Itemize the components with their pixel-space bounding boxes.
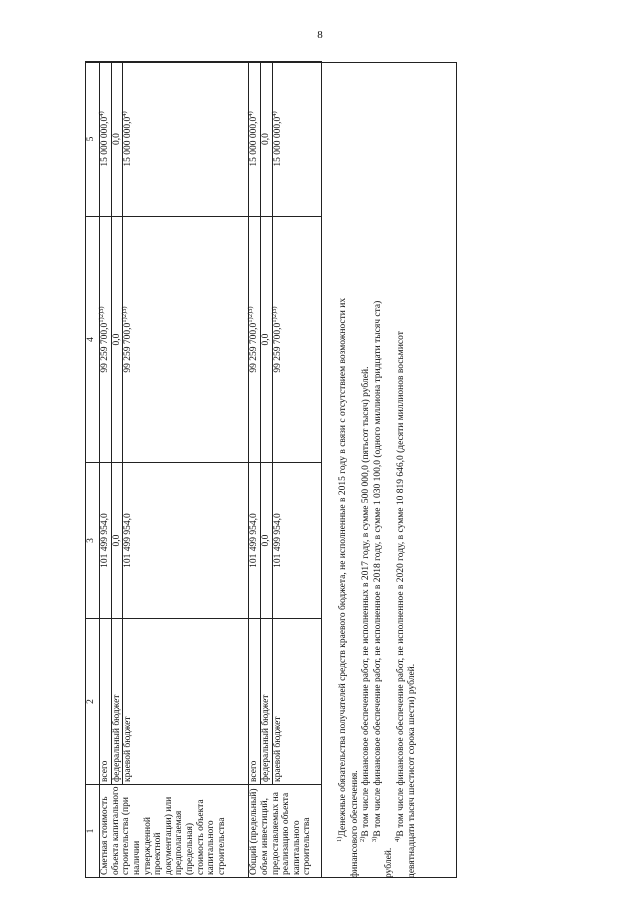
- name-line: Общий (предельный): [249, 788, 260, 875]
- name-line: стоимость объекта: [195, 799, 206, 875]
- source-cell: федеральный бюджет: [260, 619, 272, 785]
- table-row: [249, 62, 261, 878]
- table-row: [111, 62, 123, 878]
- value-cell: 101 499 954,0: [272, 463, 321, 619]
- financing-table: [85, 61, 322, 878]
- value-cell: 101 499 954,0: [100, 463, 112, 619]
- value-cell: [123, 62, 249, 217]
- row-name-cell: [249, 785, 321, 878]
- source-cell: краевой бюджет: [123, 619, 249, 785]
- footnote-ref: 4): [247, 111, 255, 117]
- footnote-ref: 1)2)3): [247, 306, 255, 323]
- header-cell: 2: [86, 619, 100, 785]
- source-cell: федеральный бюджет: [111, 619, 123, 785]
- value-cell: [97, 62, 112, 217]
- header-row: [86, 62, 100, 878]
- table-row: [100, 62, 112, 878]
- footnote-ref: 1)2)3): [121, 306, 129, 323]
- value-text: 99 259 700,0: [272, 322, 283, 373]
- footnote-3-cont: рублей.: [384, 847, 395, 878]
- value-text: 15 000 000,0: [123, 116, 134, 167]
- value-cell: [97, 217, 112, 463]
- table-row: [260, 62, 272, 878]
- footnote-mark: 2): [359, 836, 366, 842]
- name-line: строительства: [302, 817, 313, 875]
- table-row: [272, 62, 321, 878]
- value-cell: 101 499 954,0: [249, 463, 261, 619]
- name-line: Сметная стоимость: [100, 796, 110, 875]
- name-line: наличии: [131, 840, 142, 875]
- footnote-text: В том числе финансовое обеспечение работ, не исполненное в 2018 году, в сумме 1 030 100,0 (одного миллиона тридцати тысяч ста): [372, 300, 383, 837]
- source-cell: всего: [100, 619, 112, 785]
- header-cell: 5: [86, 62, 100, 217]
- footnote-text: Денежные обязательства получателей средств краевого бюджета, не исполненные в 2015 году в связи с отсутствием возможности их: [338, 297, 348, 837]
- value-cell: 0,0: [111, 217, 123, 463]
- name-line: (предельная): [185, 822, 195, 875]
- value-cell: 0,0: [260, 463, 272, 619]
- value-cell: [272, 62, 321, 217]
- footnote-mark: 3): [370, 836, 378, 842]
- row-name-cell: [100, 785, 249, 878]
- source-cell: краевой бюджет: [272, 619, 321, 785]
- footnotes: [335, 62, 419, 878]
- value-cell: [249, 217, 261, 463]
- value-text: 15 000 000,0: [249, 116, 260, 167]
- footnote-ref: 4): [270, 111, 278, 117]
- name-line: капитального: [206, 820, 217, 875]
- footnote-ref: 4): [121, 111, 129, 117]
- header-cell: 1: [86, 785, 100, 878]
- footnote-text: В том числе финансовое обеспечение работ, не исполненное в 2020 году, в сумме 10 819 646,0 (десяти миллионов восьмисот: [395, 331, 406, 837]
- value-cell: 0,0: [111, 62, 123, 217]
- name-line: утвержденной: [142, 817, 153, 875]
- name-line: проектной: [153, 832, 164, 875]
- name-line: объем инвестиций,: [259, 798, 270, 875]
- name-line: реализацию объекта: [281, 792, 292, 875]
- value-text: 99 259 700,0: [100, 322, 110, 373]
- value-cell: 0,0: [260, 217, 272, 463]
- name-line: предоставляемых на: [270, 792, 281, 875]
- footnote-4-cont: девятнадцати тысяч шестисот сорока шести) рублей.: [407, 663, 418, 878]
- footnote-ref: 1)2)3): [270, 306, 278, 323]
- value-cell: 101 499 954,0: [123, 463, 249, 619]
- value-cell: [249, 62, 261, 217]
- value-text: 15 000 000,0: [100, 116, 110, 167]
- footnote-ref: 4): [97, 111, 105, 117]
- page-number: 8: [317, 29, 323, 41]
- name-line: предполагаемая: [174, 810, 185, 875]
- footnote-ref: 1)2)3): [97, 306, 105, 323]
- value-text: 99 259 700,0: [249, 322, 260, 373]
- name-line: строительства (при: [121, 797, 132, 875]
- name-line: капитального: [291, 820, 302, 875]
- footnote-1-cont: финансового обеспечения.: [349, 770, 360, 878]
- footnote-mark: 1): [335, 836, 343, 842]
- rotated-content: [85, 62, 457, 878]
- footnote-mark: 4): [393, 836, 401, 842]
- table-row: [123, 62, 249, 878]
- footnote-1: [335, 62, 350, 878]
- footnote-2: [361, 62, 373, 878]
- value-text: 15 000 000,0: [272, 116, 283, 167]
- header-cell: 3: [86, 463, 100, 619]
- value-cell: [123, 217, 249, 463]
- footnote-text: В том числе финансовое обеспечение работ, не исполненных в 2017 году, в сумме 500 000,0 (пятьсот тысяч) рублей.: [361, 366, 372, 837]
- name-line: строительства: [216, 817, 227, 875]
- source-cell: всего: [249, 619, 261, 785]
- value-cell: 0,0: [260, 62, 272, 217]
- footnote-4: [393, 62, 408, 878]
- name-line: объекта капитального: [110, 786, 121, 875]
- footnote-3: [370, 62, 385, 878]
- value-cell: [272, 217, 321, 463]
- name-line: документации) или: [163, 796, 174, 875]
- value-text: 99 259 700,0: [123, 322, 134, 373]
- header-cell: 4: [86, 217, 100, 463]
- value-cell: 0,0: [111, 463, 123, 619]
